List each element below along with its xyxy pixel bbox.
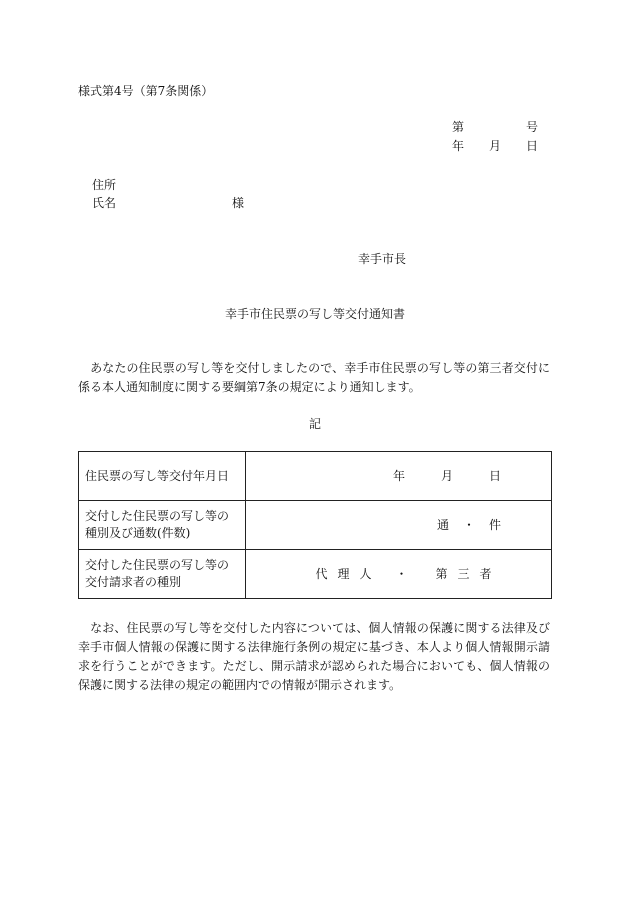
doc-date-year: 年 — [452, 139, 465, 153]
recipient-honorific: 様 — [232, 196, 245, 210]
copies-type-label — [79, 501, 246, 550]
requester-third-party: 第三者 — [435, 566, 502, 581]
issue-date-value — [246, 452, 552, 501]
requester-type-label-line2: 交付請求者の種別 — [85, 575, 182, 589]
issue-date-day: 日 — [488, 468, 501, 483]
recipient-address-label: 住所 — [92, 178, 117, 192]
doc-number-suffix: 号 — [525, 120, 538, 134]
note-text: なお、住民票の写し等を交付した内容については、個人情報の保護に関する法律及び幸手市個人情報の保護に関する法律施行条例の規定に基づき、本人より個人情報開示請求を行うことができます。ただし、開示請求が認められた場合においても、個人情報の保護に関する法律の規定の範囲内での情報が開示されます。 — [78, 621, 550, 692]
copies-separator: ・ — [462, 517, 475, 532]
copies-tsu: 通 — [436, 517, 449, 532]
delivery-info-table — [78, 451, 552, 599]
document-number — [452, 118, 538, 136]
requester-type-label-line1: 交付した住民票の写し等の — [85, 558, 230, 572]
document-date — [452, 137, 538, 155]
issuer-name: 幸手市長 — [358, 252, 407, 266]
copies-type-label-line2: 種別及び通数(件数) — [85, 526, 191, 540]
copies-ken: 件 — [488, 517, 501, 532]
recipient-name-label: 氏名 — [92, 196, 117, 210]
requester-type-value — [246, 550, 552, 599]
doc-date-day: 日 — [525, 139, 538, 153]
ki-heading: 記 — [308, 417, 321, 431]
issue-date-label: 住民票の写し等交付年月日 — [79, 452, 246, 501]
note-paragraph — [78, 619, 550, 695]
table-row — [79, 501, 552, 550]
table-row — [79, 452, 552, 501]
issue-date-month: 月 — [440, 468, 453, 483]
requester-type-label — [79, 550, 246, 599]
body-text: あなたの住民票の写し等を交付しましたので、幸手市住民票の写し等の第三者交付に係る本人通知制度に関する要綱第7条の規定により通知します。 — [78, 361, 550, 394]
body-paragraph — [78, 359, 550, 397]
form-number: 様式第4号（第7条関係） — [78, 84, 214, 98]
doc-number-prefix: 第 — [452, 120, 465, 134]
copies-type-label-line1: 交付した住民票の写し等の — [85, 509, 230, 523]
issue-date-year: 年 — [392, 468, 405, 483]
doc-date-month: 月 — [488, 139, 501, 153]
document-title: 幸手市住民票の写し等交付通知書 — [224, 307, 405, 321]
requester-separator: ・ — [395, 566, 408, 581]
requester-agent: 代理人 — [315, 566, 382, 581]
copies-type-value — [246, 501, 552, 550]
table-row — [79, 550, 552, 599]
